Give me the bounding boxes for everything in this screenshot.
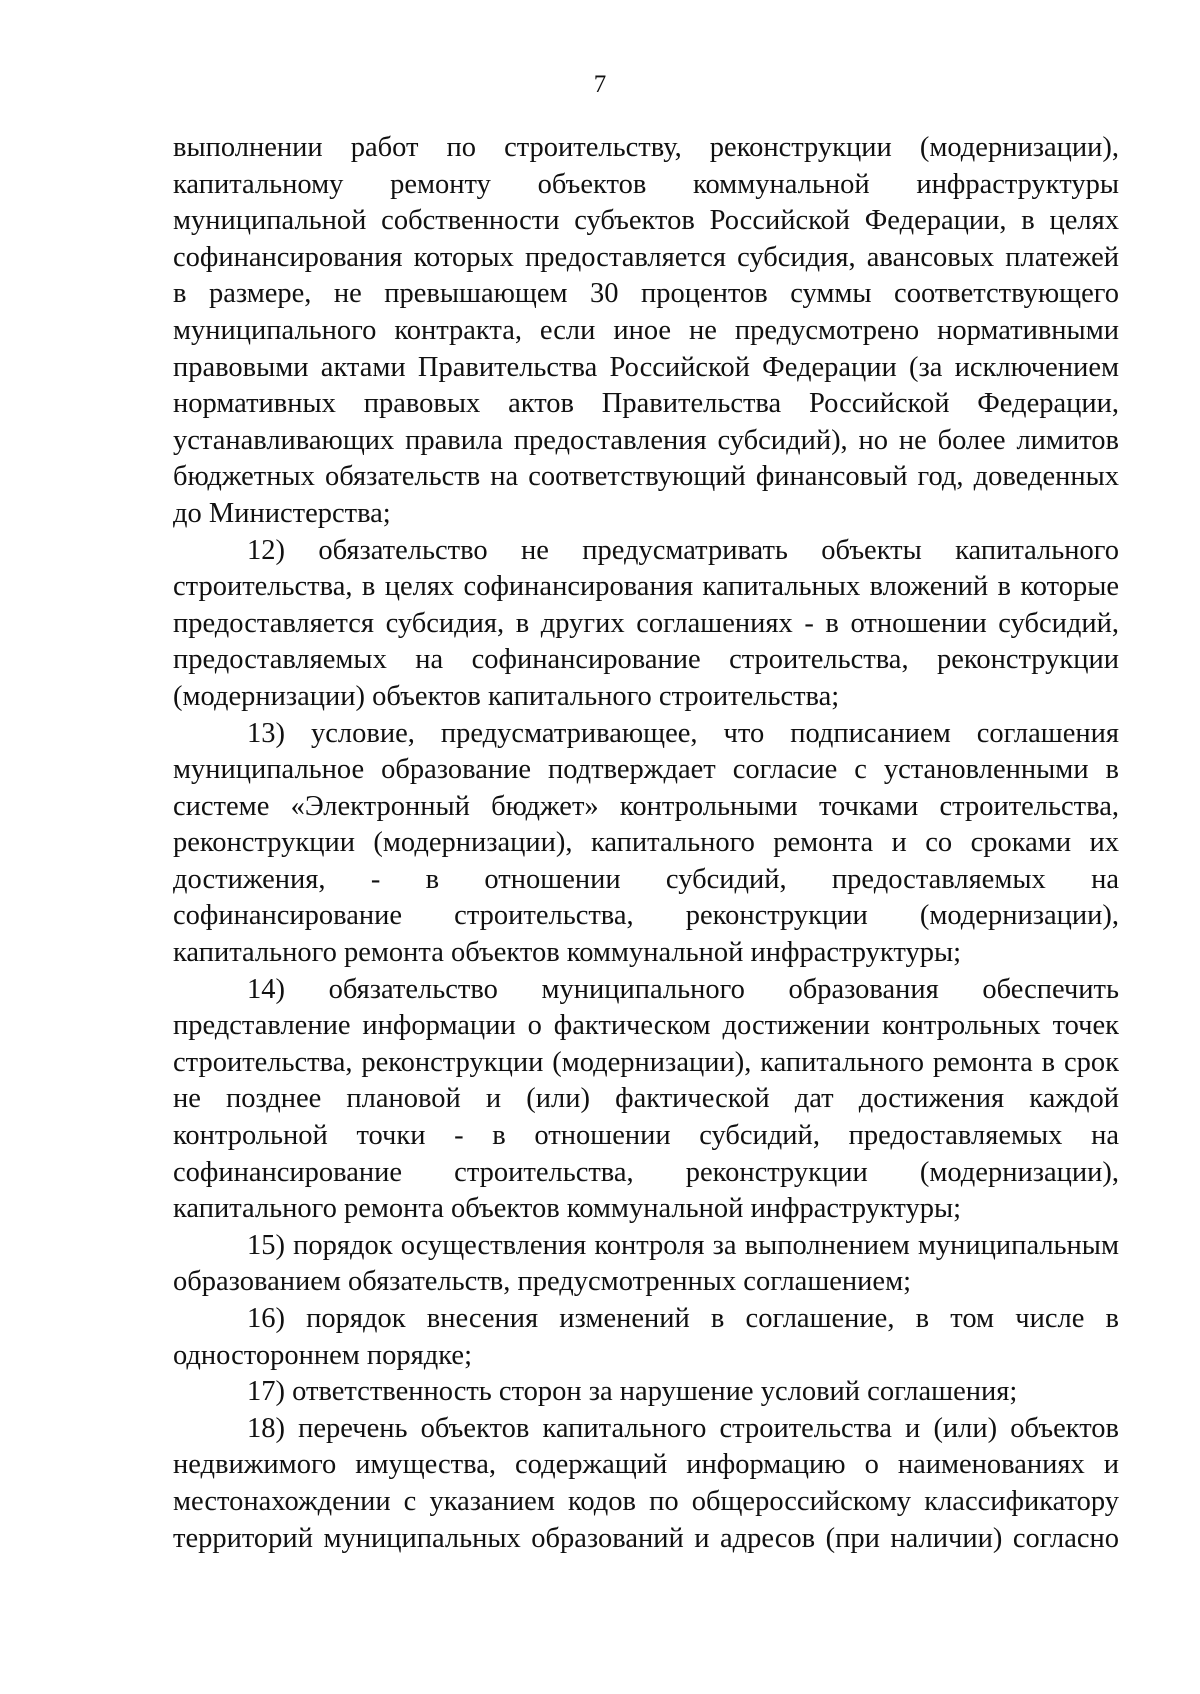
paragraph-item-12: 12) обязательство не предусматривать объекты капитального строительства, в целях софинансирования капитальных вложений в которые предоставляется субсидия, в других соглашениях - в отношении субсидий, предоставляемых на софинансирование строительства, реконструкции (модернизации) объектов капитального строительства; (173, 534, 1119, 712)
paragraph-continuation: выполнении работ по строительству, реконструкции (модернизации), капитальному ремонту объектов коммунальной инфраструктуры муниципальной собственности субъектов Российской Федерации, в целях софинансирования которых предоставляется субсидия, авансовых платежей в размере, не превышающем 30 процентов суммы соответствующего муниципального контракта, если иное не предусмотрено нормативными правовыми актами Правительства Российской Федерации (за исключением нормативных правовых актов Правительства Российской Федерации, устанавливающих правила предоставления субсидий), но не более лимитов бюджетных обязательств на соответствующий финансовый год, доведенных до Министерства; (173, 132, 1119, 529)
paragraph-item-16: 16) порядок внесения изменений в соглашение, в том числе в одностороннем порядке; (173, 1303, 1119, 1371)
paragraph-item-13: 13) условие, предусматривающее, что подписанием соглашения муниципальное образование подтверждает согласие с установленными в системе «Электронный бюджет» контрольными точками строительства, реконструкции (модернизации), капитального ремонта и со сроками их достижения, - в отношении субсидий, предоставляемых на софинансирование строительства, реконструкции (модернизации), капитального ремонта объектов коммунальной инфраструктуры; (173, 717, 1119, 969)
paragraph-item-15: 15) порядок осуществления контроля за выполнением муниципальным образованием обязательств, предусмотренных соглашением; (173, 1229, 1119, 1298)
page-number: 7 (593, 71, 607, 98)
document-body (173, 130, 1119, 1557)
paragraph-item-17: 17) ответственность сторон за нарушение условий соглашения; (247, 1376, 1018, 1408)
paragraph-item-18: 18) перечень объектов капитального строительства и (или) объектов недвижимого имущества, содержащий информацию о наименованиях и местонахождении с указанием кодов по общероссийскому классификатору территорий муниципальных образований и адресов (при наличии) согласно (173, 1412, 1119, 1554)
paragraph-item-14: 14) обязательство муниципального образования обеспечить представление информации о фактическом достижении контрольных точек строительства, реконструкции (модернизации), капитального ремонта в срок не позднее плановой и (или) фактической дат достижения каждой контрольной точки - в отношении субсидий, предоставляемых на софинансирование строительства, реконструкции (модернизации), капитального ремонта объектов коммунальной инфраструктуры; (173, 973, 1119, 1225)
